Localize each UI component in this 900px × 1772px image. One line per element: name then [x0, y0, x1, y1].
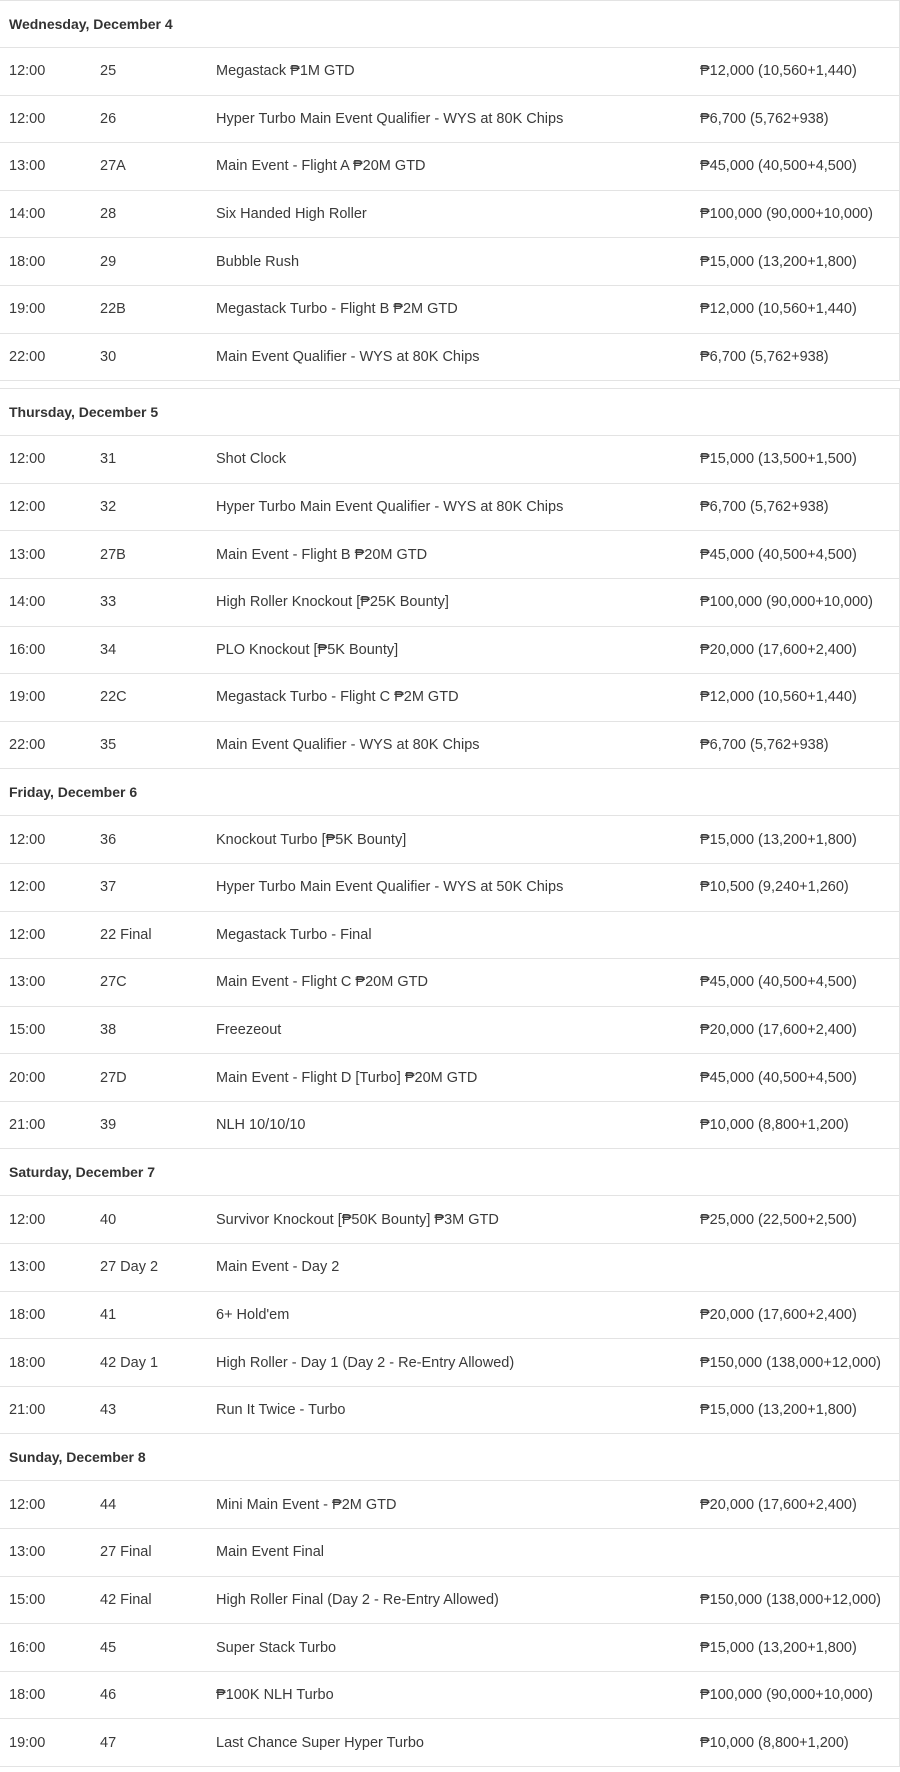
event-buyin: ₱10,000 (8,800+1,200): [700, 1117, 849, 1134]
table-row: [0, 1007, 899, 1055]
event-buyin: ₱15,000 (13,500+1,500): [700, 451, 857, 468]
event-name: Knockout Turbo [₱5K Bounty]: [216, 831, 407, 848]
table-row: [0, 1672, 899, 1720]
event-number: 34: [100, 641, 117, 658]
event-buyin: ₱15,000 (13,200+1,800): [700, 1402, 857, 1419]
event-time: 12:00: [9, 110, 46, 127]
event-name: High Roller Knockout [₱25K Bounty]: [216, 594, 449, 611]
table-row: [0, 627, 899, 675]
event-buyin: ₱12,000 (10,560+1,440): [700, 689, 857, 706]
event-time: 13:00: [9, 546, 46, 563]
event-time: 20:00: [9, 1069, 46, 1086]
event-name: Megastack Turbo - Flight B ₱2M GTD: [216, 301, 458, 318]
table-row: [0, 334, 899, 382]
table-row: [0, 579, 899, 627]
table-row: [0, 1196, 899, 1244]
day-section: [0, 1, 900, 381]
day-header: Friday, December 6: [0, 769, 899, 816]
event-time: 13:00: [9, 974, 46, 991]
event-buyin: ₱150,000 (138,000+12,000): [700, 1591, 882, 1608]
event-number: 22C: [100, 689, 127, 706]
event-name: Freezeout: [216, 1021, 282, 1038]
table-row: [0, 959, 899, 1007]
event-name: Hyper Turbo Main Event Qualifier - WYS at 50K Chips: [216, 879, 564, 896]
event-number: 46: [100, 1687, 117, 1704]
event-name: Main Event Qualifier - WYS at 80K Chips: [216, 737, 480, 754]
event-number: 27C: [100, 974, 127, 991]
event-name: High Roller Final (Day 2 - Re-Entry Allowed): [216, 1591, 499, 1608]
event-time: 12:00: [9, 831, 46, 848]
table-row: [0, 1054, 899, 1102]
day-section: [0, 1149, 900, 1434]
event-number: 32: [100, 499, 117, 516]
event-time: 12:00: [9, 926, 46, 943]
table-row: [0, 531, 899, 579]
event-buyin: ₱100,000 (90,000+10,000): [700, 206, 873, 223]
event-number: 22 Final: [100, 926, 152, 943]
event-buyin: ₱45,000 (40,500+4,500): [700, 546, 857, 563]
event-name: Mini Main Event - ₱2M GTD: [216, 1496, 397, 1513]
event-number: 22B: [100, 301, 126, 318]
table-row: [0, 1292, 899, 1340]
table-row: [0, 191, 899, 239]
event-number: 43: [100, 1402, 117, 1419]
event-buyin: ₱15,000 (13,200+1,800): [700, 831, 857, 848]
event-name: Main Event - Flight C ₱20M GTD: [216, 974, 428, 991]
event-time: 12:00: [9, 63, 46, 80]
table-row: [0, 436, 899, 484]
event-number: 31: [100, 451, 117, 468]
event-number: 47: [100, 1734, 117, 1751]
event-time: 12:00: [9, 499, 46, 516]
event-name: PLO Knockout [₱5K Bounty]: [216, 641, 399, 658]
event-time: 12:00: [9, 1496, 46, 1513]
event-name: Main Event Final: [216, 1544, 324, 1561]
event-time: 18:00: [9, 1687, 46, 1704]
event-number: 27D: [100, 1069, 127, 1086]
event-name: Six Handed High Roller: [216, 206, 367, 223]
event-name: Megastack Turbo - Flight C ₱2M GTD: [216, 689, 459, 706]
event-time: 16:00: [9, 1639, 46, 1656]
event-time: 21:00: [9, 1117, 46, 1134]
event-buyin: ₱10,500 (9,240+1,260): [700, 879, 849, 896]
table-row: [0, 1339, 899, 1387]
event-time: 19:00: [9, 301, 46, 318]
table-row: [0, 674, 899, 722]
event-time: 18:00: [9, 1354, 46, 1371]
event-buyin: ₱10,000 (8,800+1,200): [700, 1734, 849, 1751]
event-number: 30: [100, 348, 117, 365]
event-name: Main Event - Flight D [Turbo] ₱20M GTD: [216, 1069, 478, 1086]
table-row: [0, 286, 899, 334]
event-number: 27 Final: [100, 1544, 152, 1561]
table-row: [0, 484, 899, 532]
event-time: 15:00: [9, 1021, 46, 1038]
table-row: [0, 1624, 899, 1672]
event-time: 19:00: [9, 689, 46, 706]
event-buyin: ₱45,000 (40,500+4,500): [700, 1069, 857, 1086]
table-row: [0, 238, 899, 286]
event-number: 36: [100, 831, 117, 848]
event-buyin: ₱45,000 (40,500+4,500): [700, 974, 857, 991]
table-row: [0, 816, 899, 864]
event-number: 25: [100, 63, 117, 80]
event-buyin: ₱6,700 (5,762+938): [700, 499, 829, 516]
event-buyin: ₱12,000 (10,560+1,440): [700, 63, 857, 80]
day-section: [0, 389, 900, 769]
table-row: [0, 1102, 899, 1150]
event-buyin: ₱100,000 (90,000+10,000): [700, 594, 873, 611]
event-buyin: ₱6,700 (5,762+938): [700, 737, 829, 754]
event-time: 18:00: [9, 1306, 46, 1323]
event-name: Super Stack Turbo: [216, 1639, 337, 1656]
day-section: [0, 1434, 900, 1767]
event-name: Main Event - Flight B ₱20M GTD: [216, 546, 428, 563]
event-time: 14:00: [9, 594, 46, 611]
event-number: 27 Day 2: [100, 1259, 159, 1276]
event-buyin: ₱150,000 (138,000+12,000): [700, 1354, 882, 1371]
event-name: Last Chance Super Hyper Turbo: [216, 1734, 424, 1751]
event-number: 27B: [100, 546, 126, 563]
event-name: Survivor Knockout [₱50K Bounty] ₱3M GTD: [216, 1211, 499, 1228]
event-name: Bubble Rush: [216, 253, 300, 270]
event-time: 12:00: [9, 1211, 46, 1228]
event-buyin: ₱20,000 (17,600+2,400): [700, 1021, 857, 1038]
table-row: [0, 48, 899, 96]
table-row: [0, 864, 899, 912]
table-row: [0, 1481, 899, 1529]
event-name: ₱100K NLH Turbo: [216, 1687, 334, 1704]
day-header: Wednesday, December 4: [0, 1, 899, 48]
event-time: 12:00: [9, 451, 46, 468]
event-buyin: ₱45,000 (40,500+4,500): [700, 158, 857, 175]
event-time: 14:00: [9, 206, 46, 223]
event-buyin: ₱20,000 (17,600+2,400): [700, 1496, 857, 1513]
event-name: Megastack ₱1M GTD: [216, 63, 355, 80]
event-buyin: ₱100,000 (90,000+10,000): [700, 1687, 873, 1704]
event-number: 38: [100, 1021, 117, 1038]
event-number: 40: [100, 1211, 117, 1228]
day-header: Thursday, December 5: [0, 389, 899, 436]
event-name: Hyper Turbo Main Event Qualifier - WYS at 80K Chips: [216, 499, 564, 516]
day-section: [0, 769, 900, 1149]
event-name: High Roller - Day 1 (Day 2 - Re-Entry Allowed): [216, 1354, 515, 1371]
event-buyin: ₱15,000 (13,200+1,800): [700, 1639, 857, 1656]
event-time: 13:00: [9, 158, 46, 175]
event-name: Shot Clock: [216, 451, 287, 468]
event-time: 22:00: [9, 737, 46, 754]
event-time: 19:00: [9, 1734, 46, 1751]
event-time: 21:00: [9, 1402, 46, 1419]
event-name: NLH 10/10/10: [216, 1117, 306, 1134]
event-time: 16:00: [9, 641, 46, 658]
day-header: Saturday, December 7: [0, 1149, 899, 1196]
table-row: [0, 1529, 899, 1577]
section-divider: [0, 381, 900, 389]
event-number: 28: [100, 206, 117, 223]
event-number: 35: [100, 737, 117, 754]
event-name: Hyper Turbo Main Event Qualifier - WYS at 80K Chips: [216, 110, 564, 127]
event-number: 26: [100, 110, 117, 127]
event-time: 12:00: [9, 879, 46, 896]
table-row: [0, 912, 899, 960]
event-buyin: ₱20,000 (17,600+2,400): [700, 641, 857, 658]
event-time: 15:00: [9, 1591, 46, 1608]
table-row: [0, 1387, 899, 1435]
event-name: Run It Twice - Turbo: [216, 1402, 346, 1419]
event-number: 42 Day 1: [100, 1354, 159, 1371]
day-header: Sunday, December 8: [0, 1434, 899, 1481]
event-time: 13:00: [9, 1259, 46, 1276]
table-row: [0, 1244, 899, 1292]
event-buyin: ₱6,700 (5,762+938): [700, 110, 829, 127]
table-row: [0, 1577, 899, 1625]
event-buyin: ₱15,000 (13,200+1,800): [700, 253, 857, 270]
table-row: [0, 143, 899, 191]
event-number: 37: [100, 879, 117, 896]
event-buyin: ₱6,700 (5,762+938): [700, 348, 829, 365]
table-row: [0, 722, 899, 770]
event-number: 44: [100, 1496, 117, 1513]
event-number: 45: [100, 1639, 117, 1656]
event-buyin: ₱20,000 (17,600+2,400): [700, 1306, 857, 1323]
event-number: 41: [100, 1306, 117, 1323]
event-buyin: ₱12,000 (10,560+1,440): [700, 301, 857, 318]
event-name: Main Event Qualifier - WYS at 80K Chips: [216, 348, 480, 365]
event-time: 22:00: [9, 348, 46, 365]
event-buyin: ₱25,000 (22,500+2,500): [700, 1211, 857, 1228]
table-row: [0, 1719, 899, 1767]
event-number: 29: [100, 253, 117, 270]
table-row: [0, 96, 899, 144]
event-name: 6+ Hold'em: [216, 1306, 290, 1323]
event-number: 33: [100, 594, 117, 611]
event-name: Main Event - Flight A ₱20M GTD: [216, 158, 426, 175]
event-number: 42 Final: [100, 1591, 152, 1608]
event-time: 13:00: [9, 1544, 46, 1561]
event-number: 27A: [100, 158, 126, 175]
event-name: Megastack Turbo - Final: [216, 926, 372, 943]
event-name: Main Event - Day 2: [216, 1259, 340, 1276]
event-number: 39: [100, 1117, 117, 1134]
event-time: 18:00: [9, 253, 46, 270]
